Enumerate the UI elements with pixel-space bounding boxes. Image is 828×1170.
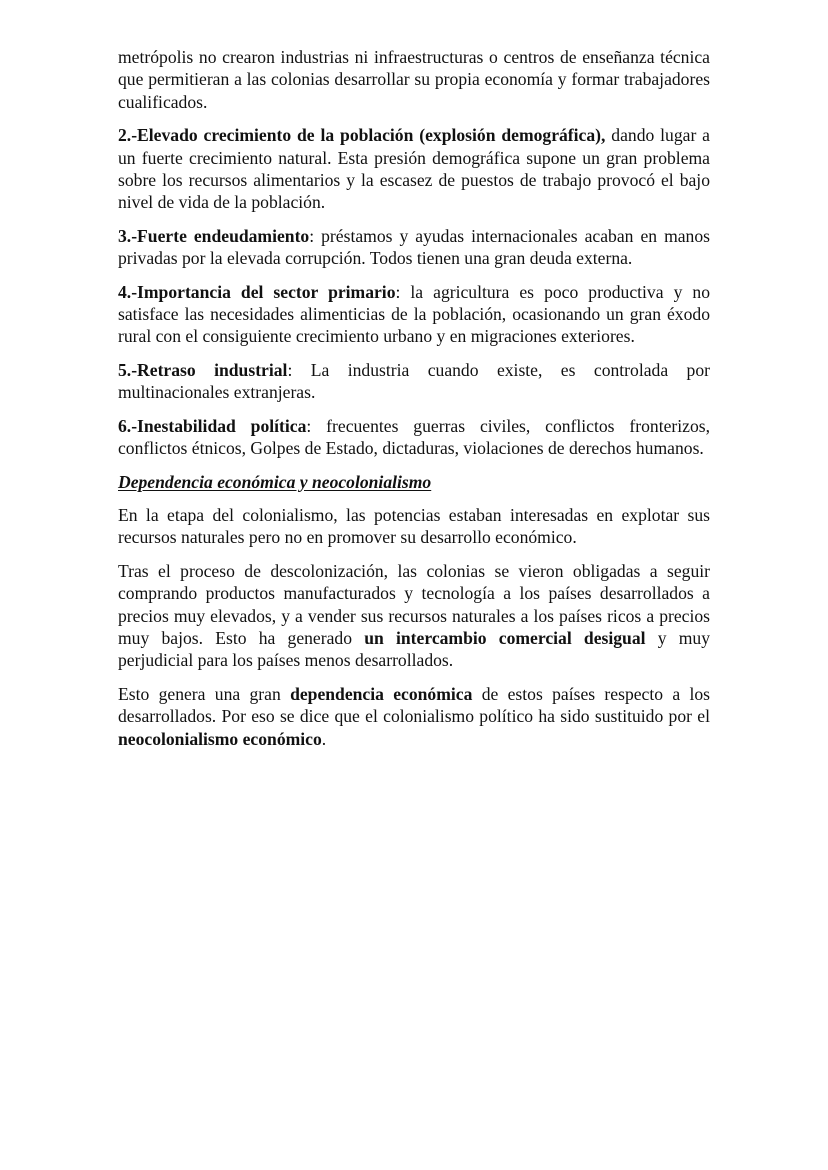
cause-paragraph-3 xyxy=(118,225,710,270)
cause-title-2: 2.-Elevado crecimiento de la población (explosión demográfica), xyxy=(118,125,606,146)
section-paragraph-3-middle: de estos países respecto a los desarrollados. Por eso se dice que el colonialismo político ha sido sustituido por el xyxy=(118,683,711,727)
cause-paragraph-6 xyxy=(118,415,710,460)
cause-title-5: 5.-Retraso industrial xyxy=(118,359,288,380)
section-paragraph-2 xyxy=(118,560,710,672)
cause-paragraph-4 xyxy=(118,281,710,348)
cause-text-4: : la agricultura es poco productiva y no satisface las necesidades alimenticias de la población, ocasionando un gran éxodo rural con el consiguiente crecimiento urbano y en migraciones exteriores. xyxy=(118,281,710,347)
section-paragraph-2-after: y muy perjudicial para los países menos desarrollados. xyxy=(118,627,711,671)
section-paragraph-2-before: Tras el proceso de descolonización, las colonias se vieron obligadas a seguir comprando productos manufacturados y tecnología a los países desarrollados a precios muy elevados, y a vender sus recursos naturales a los países ricos a precios muy bajos. Esto ha generado xyxy=(118,560,710,648)
intro-text: metrópolis no crearon industrias ni infraestructuras o centros de enseñanza técnica que permitieran a las colonias desarrollar su propia economía y formar trabajadores cualificados. xyxy=(118,47,710,112)
intro-paragraph xyxy=(118,46,710,113)
cause-text-6: : frecuentes guerras civiles, conflictos fronterizos, conflictos étnicos, Golpes de Estado, dictaduras, violaciones de derechos humanos. xyxy=(118,415,710,459)
cause-title-4: 4.-Importancia del sector primario xyxy=(118,281,396,302)
unequal-trade-term: un intercambio comercial desigual xyxy=(364,627,646,648)
section-paragraph-3-after: . xyxy=(321,728,327,749)
section-paragraph-1 xyxy=(118,504,710,549)
cause-title-6: 6.-Inestabilidad política xyxy=(118,415,307,436)
cause-paragraph-2 xyxy=(118,124,710,214)
economic-dependence-term: dependencia económica xyxy=(290,683,473,704)
cause-paragraph-5 xyxy=(118,359,710,404)
section-paragraph-3-before: Esto genera una gran xyxy=(118,683,291,704)
cause-title-3: 3.-Fuerte endeudamiento xyxy=(118,225,310,246)
cause-text-3: : préstamos y ayudas internacionales acaban en manos privadas por la elevada corrupción. Todos tienen una gran deuda externa. xyxy=(118,225,710,269)
document-page xyxy=(118,46,710,761)
cause-text-5: : La industria cuando existe, es controlada por multinacionales extranjeras. xyxy=(118,359,711,403)
cause-text-2: dando lugar a un fuerte crecimiento natural. Esta presión demográfica supone un gran problema sobre los recursos alimentarios y la escasez de puestos de trabajo provocó el bajo nivel de vida de la población. xyxy=(118,125,710,213)
neocolonialism-term: neocolonialismo económico xyxy=(118,728,322,749)
section-heading: Dependencia económica y neocolonialismo xyxy=(118,471,432,492)
section-paragraph-1-text: En la etapa del colonialismo, las potencias estaban interesadas en explotar sus recursos naturales pero no en promover su desarrollo económico. xyxy=(118,504,710,548)
section-paragraph-3 xyxy=(118,683,710,750)
